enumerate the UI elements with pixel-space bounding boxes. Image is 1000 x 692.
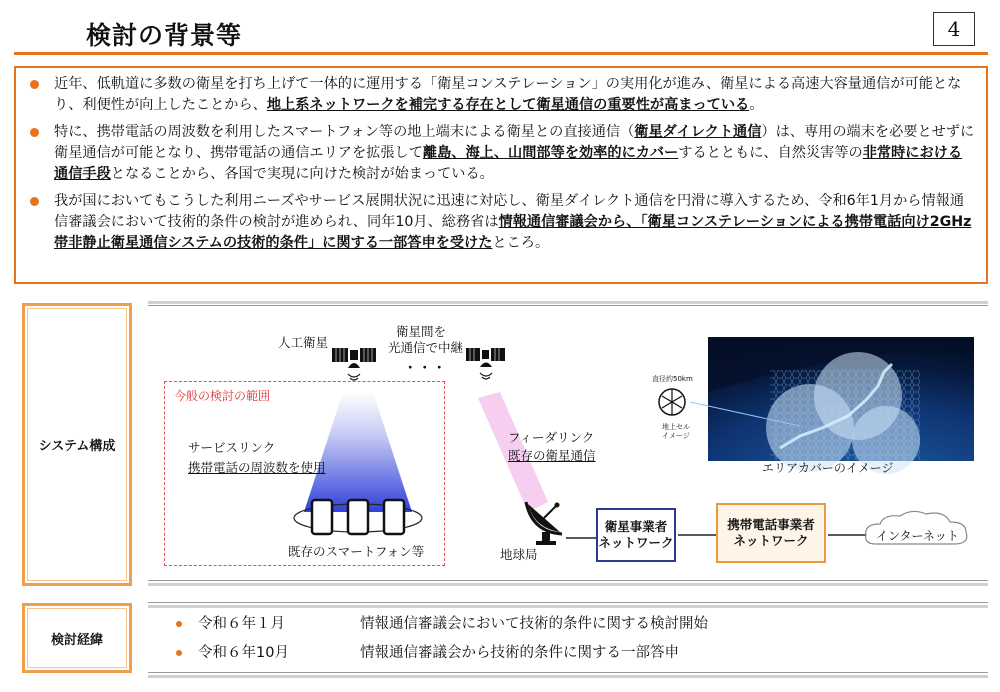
section-divider <box>148 602 988 603</box>
bullet-dot-icon <box>176 650 182 656</box>
feeder-link-label: フィーダリンク <box>508 430 595 445</box>
emphasis-text: 非常時における通信手段 <box>54 145 963 182</box>
cell-diameter-label: 直径約50km <box>652 375 693 383</box>
bullet-dot-icon <box>176 621 182 627</box>
satellite-icon <box>332 348 376 380</box>
intersat-label-line2: 光通信で中継 <box>388 340 464 355</box>
emphasis-text: 情報通信審議会から、「衛星コンステレーションによる携帯電話向け2GHz帯非静止衛星通信システムの技術的条件」に関する一部答申を受けた <box>54 214 972 251</box>
emphasis-text: 離島、海上、山間部等を効率的にカバー <box>422 145 679 161</box>
intersat-label-line1: 衛星間を <box>396 324 447 339</box>
summary-bullet-1: 近年、低軌道に多数の衛星を打ち上げて一体的に運用する「衛星コンステレーション」の実用化が進み、衛星による高速大容量通信が可能となり、利便性が向上したことから、地上系ネットワークを補完する存在として衛星通信の重要性が高まっている。 <box>30 74 976 116</box>
study-scope-label: 今般の検討の範囲 <box>174 389 271 403</box>
section-divider <box>148 672 988 673</box>
history-label: 検討経緯 <box>22 603 132 673</box>
cell-caption-line2: イメージ <box>662 432 690 440</box>
summary-bullet-3: 我が国においてもこうした利用ニーズやサービス展開状況に迅速に対応し、衛星ダイレクト通信を円滑に導入するため、令和6年1月から情報通信審議会において技術的条件の検討が進められ、同年10月、総務省は情報通信審議会から、「衛星コンステレーションによる携帯電話向け2GHz帯非静止衛星通信システムの技術的条件」に関する一部答申を受けたところ。 <box>30 191 976 254</box>
summary-bullet-2: 特に、携帯電話の周波数を利用したスマートフォン等の地上端末による衛星との直接通信（衛星ダイレクト通信）は、専用の端末を必要とせずに衛星通信が可能となり、携帯電話の通信エリアを拡張して離島、海上、山間部等を効率的にカバーするとともに、自然災害等の非常時における通信手段となることから、各国で実現に向けた検討が始まっている。 <box>30 122 976 185</box>
section-divider <box>148 605 988 608</box>
service-link-sub: 携帯電話の周波数を使用 <box>188 460 326 475</box>
area-cover-caption: エリアカバーのイメージ <box>762 461 894 475</box>
satellite-operator-network: 衛星事業者 ネットワーク <box>596 508 676 562</box>
history-text: 情報通信審議会において技術的条件に関する検討開始 <box>360 616 708 632</box>
service-link-label: サービスリンク <box>188 440 276 455</box>
page-title: 検討の背景等 <box>86 21 243 50</box>
history-text: 情報通信審議会から技術的条件に関する一部答申 <box>360 645 679 661</box>
satellite-label: 人工衛星 <box>278 335 329 350</box>
history-date: 令和６年10月 <box>198 645 289 661</box>
ellipsis-dots: ・・・ <box>404 360 448 375</box>
ground-cell-icon <box>659 389 685 415</box>
history-date: 令和６年１月 <box>198 616 285 632</box>
emphasis-text: 地上系ネットワークを補完する存在として衛星通信の重要性が高まっている <box>266 97 750 113</box>
cell-caption-line1: 地上セル <box>662 423 690 431</box>
feeder-link-sub: 既存の衛星通信 <box>508 448 596 463</box>
section-divider <box>148 675 988 678</box>
internet-label: インターネット <box>876 529 959 543</box>
system-config-label: システム構成 <box>22 303 132 586</box>
page-number: 4 <box>933 12 975 46</box>
satellite-icon <box>466 348 505 379</box>
ground-station-label: 地球局 <box>500 547 538 562</box>
mobile-operator-network: 携帯電話事業者 ネットワーク <box>716 503 826 563</box>
smartphones-label: 既存のスマートフォン等 <box>288 544 425 559</box>
emphasis-text: 衛星ダイレクト通信 <box>634 124 762 140</box>
ground-station-dish-icon <box>526 502 562 545</box>
